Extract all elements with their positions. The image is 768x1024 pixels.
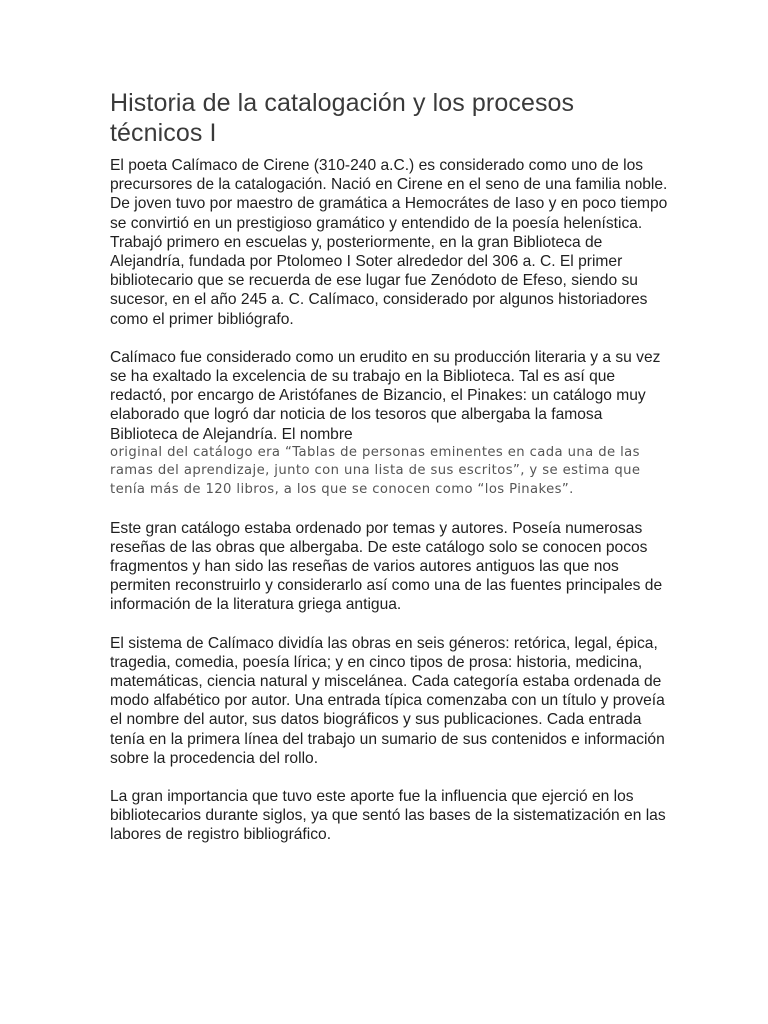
- paragraph-3-part-b: original del catálogo era “Tablas de personas eminentes en cada una de las ramas del aprendizaje, junto con una lista de sus escritos”, y se estima que tenía más de 120 libros, a los que se conocen como “los Pinakes”.: [110, 444, 641, 498]
- paragraph-gap: [110, 329, 670, 348]
- document-title: Historia de la catalogación y los procesos técnicos I: [110, 89, 575, 147]
- paragraph-gap: [110, 768, 670, 787]
- paragraph-gap: [110, 500, 670, 519]
- paragraph-6: La gran importancia que tuvo este aporte fue la influencia que ejerció en los bibliotecarios durante siglos, ya que sentó las bases de la sistematización en las labores de registro bibliográfico.: [110, 788, 666, 844]
- paragraph-5: El sistema de Calímaco dividía las obras en seis géneros: retórica, legal, épica, tragedia, comedia, poesía lírica; y en cinco tipos de prosa: historia, medicina, matemáticas, ciencia natural y miscelánea. Cada categoría estaba ordenada de modo alfabético por autor. Una entrada típica comenzaba con un título y proveía el nombre del autor, sus datos biográficos y sus publicaciones. Cada entrada tenía en la primera línea del trabajo un sumario de sus contenidos e información sobre la procedencia del rollo.: [110, 634, 665, 767]
- document-page: [110, 88, 670, 845]
- paragraph-3-part-a: Calímaco fue considerado como un erudito en su producción literaria y a su vez se ha exaltado la excelencia de su trabajo en la Biblioteca. Tal es así que redactó, por encargo de Aristófanes de Bizancio, el Pinakes: un catálogo muy elaborado que logró dar noticia de los tesoros que albergaba la famosa Biblioteca de Alejandría. El nombre: [110, 348, 661, 443]
- paragraph-3: [110, 348, 670, 500]
- paragraph-1: El poeta Calímaco de Cirene (310-240 a.C.) es considerado como uno de los precursores de la catalogación. Nació en Cirene en el seno de una familia noble. De joven tuvo por maestro de gramática a Hemocrátes de Iaso y en poco tiempo se convirtió en un prestigioso gramático y entendido de la poesía helenística.: [110, 157, 668, 232]
- paragraph-gap: [110, 615, 670, 634]
- paragraph-4: Este gran catálogo estaba ordenado por temas y autores. Poseía numerosas reseñas de las obras que albergaba. De este catálogo solo se conocen pocos fragmentos y han sido las reseñas de varios autores antiguos las que nos permiten reconstruirlo y considerarlo así como una de las fuentes principales de información de la literatura griega antigua.: [110, 519, 663, 614]
- paragraph-2: Trabajó primero en escuelas y, posteriormente, en la gran Biblioteca de Alejandría, fundada por Ptolomeo I Soter alrededor del 306 a. C. El primer bibliotecario que se recuerda de ese lugar fue Zenódoto de Efeso, siendo su sucesor, en el año 245 a. C. Calímaco, considerado por algunos historiadores como el primer bibliógrafo.: [110, 233, 648, 328]
